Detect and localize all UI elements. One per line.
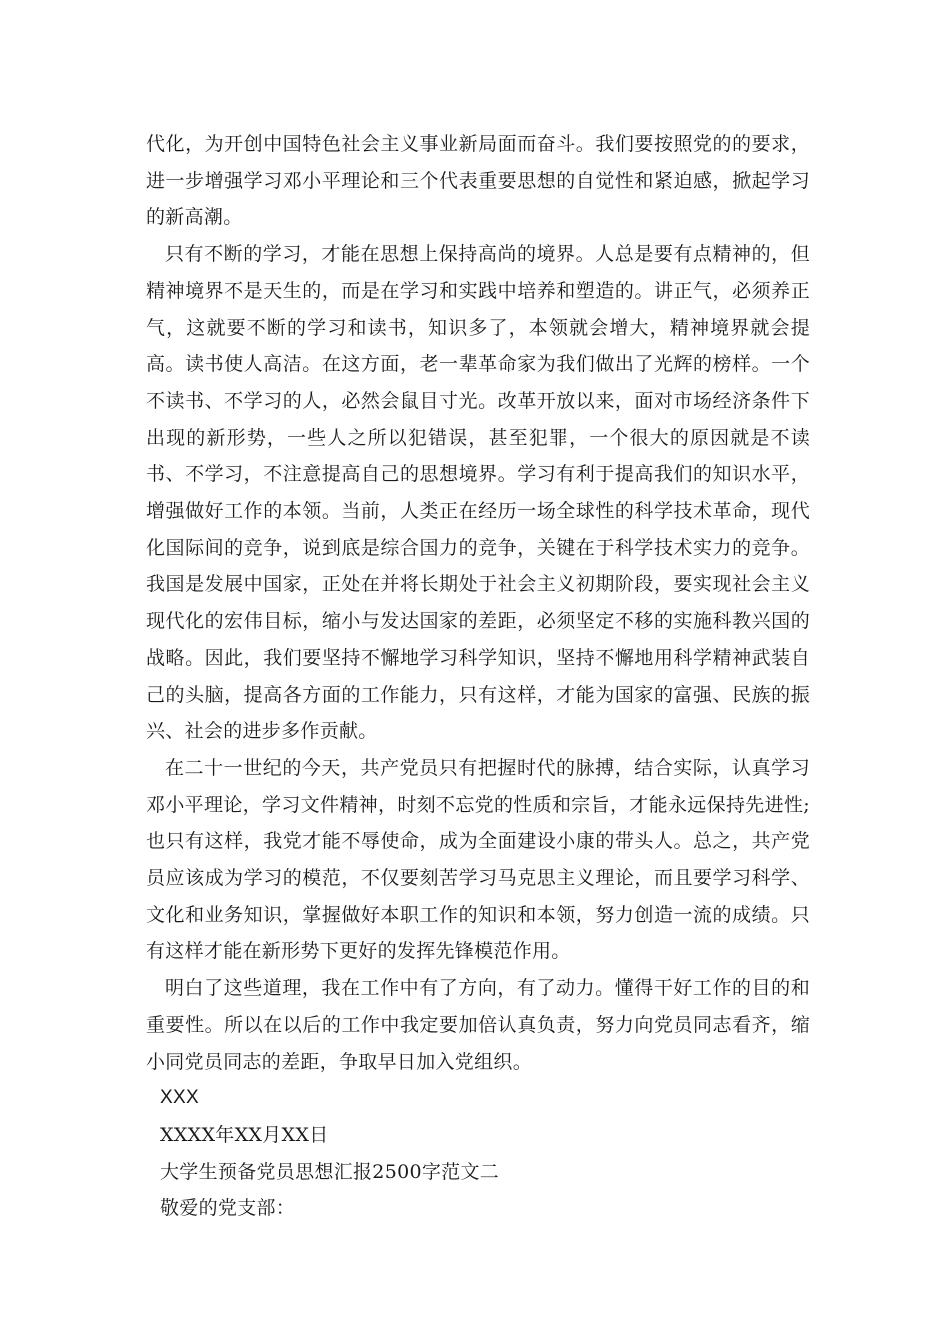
paragraph-conclusion: 明白了这些道理，我在工作中有了方向，有了动力。懂得干好工作的目的和重要性。所以在以后的工作中我定要加倍认真负责，努力向党员同志看齐，缩小同党员同志的差距，争取早日加入党组织。 [146,977,810,1073]
paragraph-continuation: 代化，为开创中国特色社会主义事业新局面而奋斗。我们要按照党的的要求，进一步增强学习邓小平理论和三个代表重要思想的自觉性和紧迫感，掀起学习的新高潮。 [146,133,810,229]
document-body [146,126,810,1227]
salutation: 敬爱的党支部： [160,1197,296,1220]
signature-name: XXX [160,1087,199,1109]
paragraph-twenty-first-century: 在二十一世纪的今天，共产党员只有把握时代的脉搏，结合实际，认真学习邓小平理论，学习文件精神，时刻不忘党的性质和宗旨，才能永远保持先进性;也只有这样，我党才能不辱使命，成为全面建设小康的带头人。总之，共产党员应该成为学习的模范，不仅要刻苦学习马克思主义理论，而且要学习科学、文化和业务知识，掌握做好本职工作的知识和本领，努力创造一流的成绩。只有这样才能在新形势下更好的发挥先锋模范作用。 [146,756,810,963]
paragraph-learning-realm: 只有不断的学习，才能在思想上保持高尚的境界。人总是要有点精神的，但精神境界不是天生的，而是在学习和实践中培养和塑造的。讲正气，必须养正气，这就要不断的学习和读书，知识多了，本领就会增大，精神境界就会提高。读书使人高洁。在这方面，老一辈革命家为我们做出了光辉的榜样。一个不读书、不学习的人，必然会鼠目寸光。改革开放以来，面对市场经济条件下出现的新形势，一些人之所以犯错误，甚至犯罪，一个很大的原因就是不读书、不学习，不注意提高自己的思想境界。学习有利于提高我们的知识水平，增强做好工作的本领。当前，人类正在经历一场全球性的科学技术革命，现代化国际间的竞争，说到底是综合国力的竞争，关键在于科学技术实力的竞争。我国是发展中国家，正处在并将长期处于社会主义初期阶段，要实现社会主义现代化的宏伟目标，缩小与发达国家的差距，必须坚定不移的实施科教兴国的战略。因此，我们要坚持不懈地学习科学知识，坚持不懈地用科学精神武装自己的头脑，提高各方面的工作能力，只有这样，才能为国家的富强、民族的振兴、社会的进步多作贡献。 [146,243,810,743]
next-essay-title: 大学生预备党员思想汇报2500字范文二 [160,1160,500,1183]
signature-date: XXXX年XX月XX日 [160,1123,329,1146]
